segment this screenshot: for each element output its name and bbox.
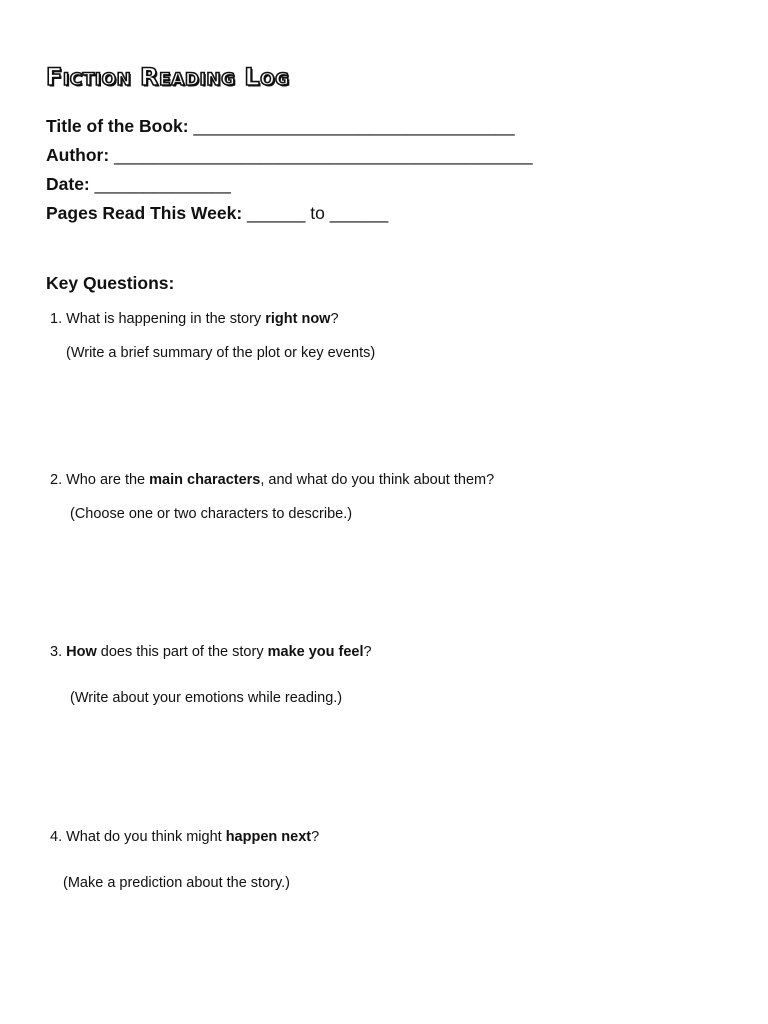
book-title-blank: _________________________________ (193, 116, 515, 136)
author-field (46, 143, 533, 167)
question-number: 2. (50, 472, 63, 488)
question-4 (50, 827, 319, 847)
question-number: 1. (50, 311, 63, 327)
question-1-hint: (Write a brief summary of the plot or key events) (66, 345, 376, 361)
author-label: Author: (46, 145, 110, 165)
pages-read-field (46, 201, 388, 225)
question-text-end: , and what do you think about them? (260, 472, 495, 488)
question-1 (50, 309, 339, 329)
pages-read-label: Pages Read This Week: (46, 203, 243, 223)
question-text: Who are the (66, 472, 150, 488)
question-number: 4. (50, 829, 63, 845)
question-text-end: ? (311, 829, 320, 845)
question-emphasis: right now (265, 311, 331, 327)
question-text: What do you think might (66, 829, 226, 845)
pages-to-word: to (310, 203, 325, 223)
page-title: Fiction Reading Log (46, 63, 290, 91)
question-emphasis: happen next (225, 829, 312, 845)
date-field (46, 172, 231, 196)
question-emphasis-start: How (66, 644, 97, 660)
author-blank: ___________________________________________ (114, 145, 533, 165)
key-questions-heading: Key Questions: (46, 273, 175, 293)
question-text-end: ? (363, 644, 372, 660)
question-2 (50, 470, 494, 490)
date-label: Date: (46, 174, 90, 194)
question-3 (50, 642, 372, 662)
question-4-hint: (Make a prediction about the story.) (63, 875, 291, 891)
pages-to-blank: ______ (329, 203, 389, 223)
question-emphasis: main characters (149, 472, 261, 488)
pages-from-blank: ______ (247, 203, 306, 223)
question-emphasis: make you feel (267, 644, 364, 660)
book-title-label: Title of the Book: (46, 116, 189, 136)
question-text: does this part of the story (96, 644, 268, 660)
date-blank: ______________ (94, 174, 231, 194)
question-3-hint: (Write about your emotions while reading.) (70, 690, 343, 706)
question-text: What is happening in the story (66, 311, 266, 327)
question-2-hint: (Choose one or two characters to describe.) (70, 506, 353, 522)
question-text-end: ? (330, 311, 339, 327)
question-number: 3. (50, 644, 63, 660)
book-title-field (46, 114, 515, 138)
